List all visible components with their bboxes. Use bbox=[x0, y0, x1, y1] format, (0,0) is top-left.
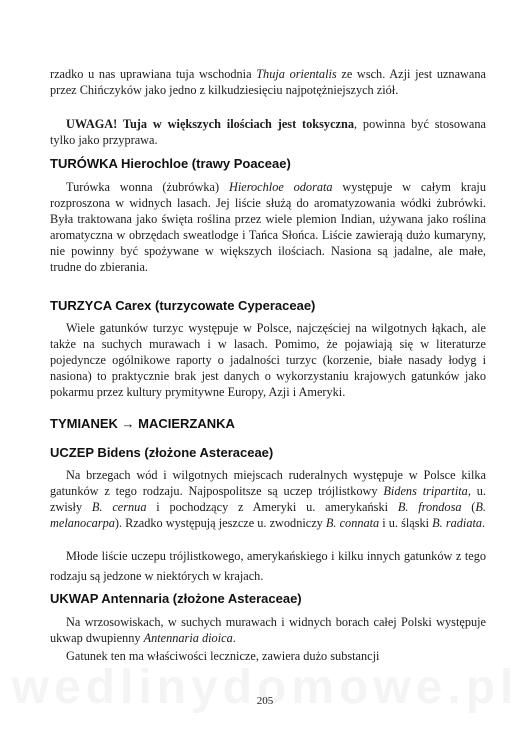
page-number: 205 bbox=[256, 695, 274, 707]
ukwap-paragraph-2: Gatunek ten ma właściwości lecznicze, zawiera dużo substancji bbox=[66, 649, 380, 663]
section-heading-ukwap: UKWAP Antennaria (złożone Asteraceae) bbox=[50, 591, 302, 606]
turzyca-paragraph: Wiele gatunków turzyc występuje w Polsce, najczęściej na wilgotnych łąkach, ale także na suchych murawach i w lasach. Pomimo, że pojawiają się w literaturze pojedyncze ogólnikowe raporty o jadalności turzyc (korzenie, białe nasady łodyg i nasiona) to praktycznie brak jest danych o wykorzystaniu krajowych gatunków jako pokarmu przez kultury prymitywne Europy, Azji i Ameryki. bbox=[50, 321, 486, 399]
latin-name: Thuja orientalis bbox=[256, 67, 337, 81]
intro-paragraph: rzadko u nas uprawiana tuja wschodnia Thuja orientalis ze wsch. Azji jest uznawana przez Chińczyków jako jedno z kilkudziesięciu najpotężniejszych ziół. bbox=[50, 67, 486, 97]
section-heading-turowka: TURÓWKA Hierochloe (trawy Poaceae) bbox=[50, 156, 291, 171]
section-heading-uczep: UCZEP Bidens (złożone Asteraceae) bbox=[50, 445, 274, 460]
latin-name: Antennaria dioica bbox=[143, 631, 233, 645]
uczep-paragraph-1: Na brzegach wód i wilgotnych miejscach ruderalnych występuje w Polsce kilka gatunków z tego rodzaju. Najpospolitsze są uczep trójlistkowy Bidens tripartita, u. zwisły B. cernua i pochodzący z Ameryki u. amerykański B. frondosa (B. melanocarpa). Rzadko występują jeszcze u. zwodniczy B. connata i u. śląski B. radiata. bbox=[50, 468, 486, 530]
ukwap-paragraph-1: Na wrzosowiskach, w suchych murawach i widnych borach całej Polski występuje ukwap dwupienny Antennaria dioica. bbox=[50, 615, 486, 645]
warning-text: UWAGA! Tuja w większych ilościach jest toksyczna bbox=[66, 117, 354, 131]
latin-name: Hierochloe odorata bbox=[228, 180, 333, 194]
warning-paragraph: UWAGA! Tuja w większych ilościach jest toksyczna, powinna być stosowana tylko jako przyprawa. bbox=[50, 117, 486, 147]
turowka-paragraph: Turówka wonna (żubrówka) Hierochloe odorata występuje w całym kraju rozproszona w widnych lasach. Jej liście służą do aromatyzowania wódki żubrówki. Była traktowana jako święta roślina przez wiele plemion Indian, używana jako roślina aromatyczna w obrzędach sweatlodge i Tańca Słońca. Liście zawierają dużo kumaryny, nie powinny być spożywane w większych ilościach. Nasiona są jadalne, ale małe, trudne do zbierania. bbox=[50, 180, 486, 274]
section-heading-tymianek: TYMIANEK → MACIERZANKA bbox=[50, 416, 235, 431]
uczep-paragraph-2: Młode liście uczepu trójlistkowego, amerykańskiego i kilku innych gatunków z tego rodzaju są jedzone w niektórych w krajach. bbox=[50, 549, 486, 583]
section-heading-turzyca: TURZYCA Carex (turzycowate Cyperaceae) bbox=[50, 298, 316, 313]
